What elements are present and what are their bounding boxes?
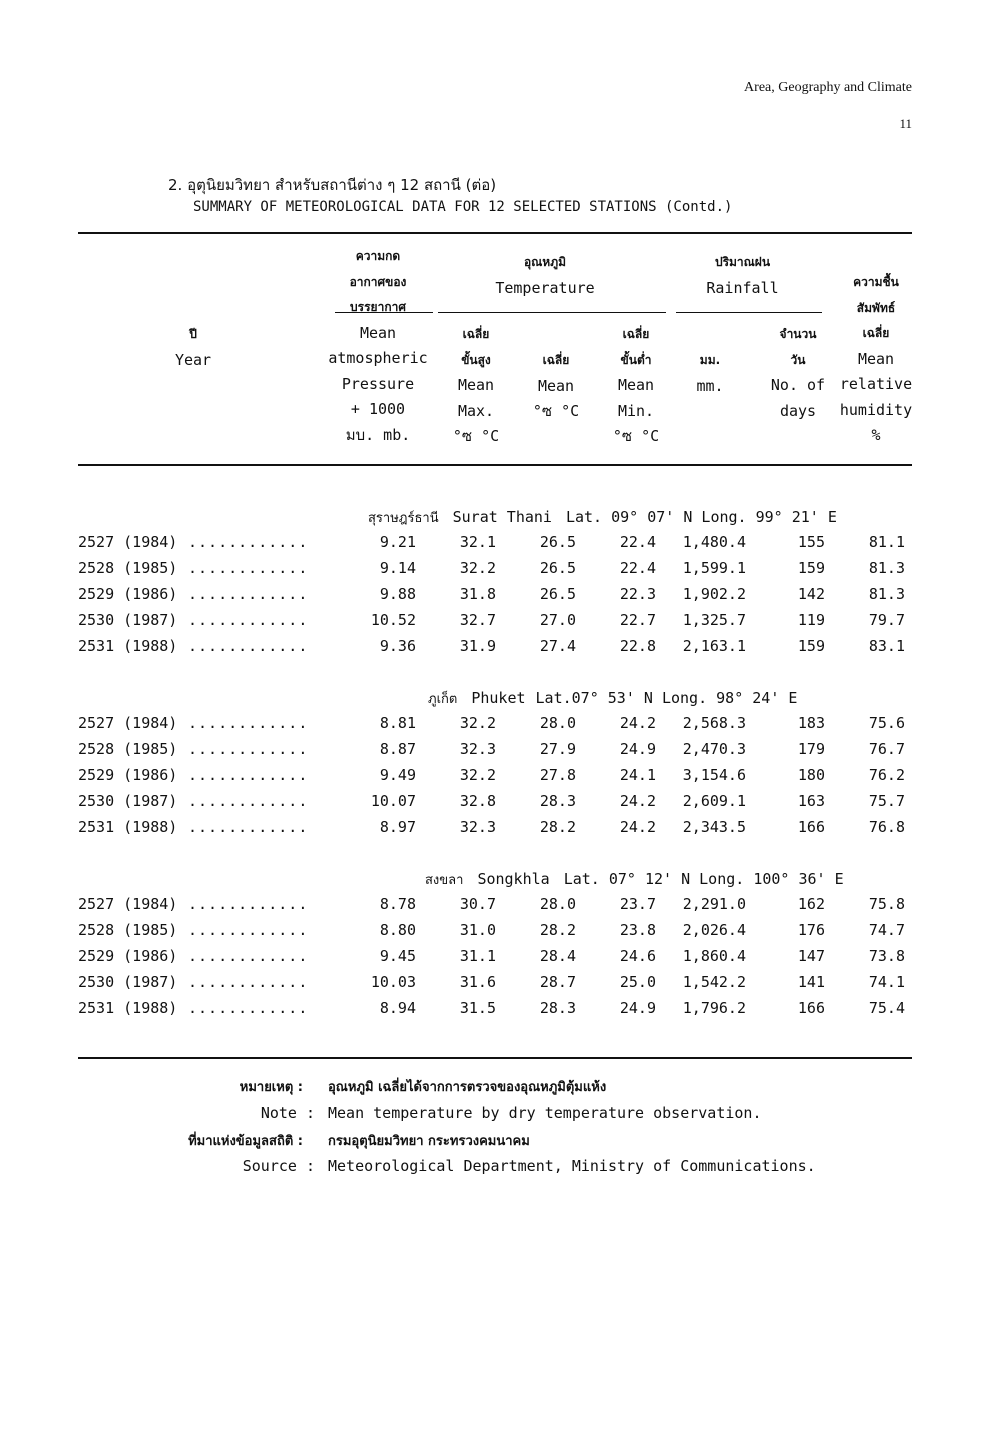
station-name-thai: สุราษฎร์ธานี [368, 511, 439, 526]
mean-max-cell: 32.3 [459, 740, 496, 758]
mean-temp-cell: 27.0 [539, 611, 576, 629]
table-row [0, 818, 990, 844]
rainfall-cell: 1,599.1 [682, 559, 746, 577]
rain-days-header: จำนวน วัน No. of days [770, 327, 826, 420]
mean-min-cell: 22.8 [619, 637, 656, 655]
table-row [0, 766, 990, 792]
pressure-cell: 8.97 [379, 818, 416, 836]
rain-days-cell: 155 [797, 533, 825, 551]
mean-max-cell: 30.7 [459, 895, 496, 913]
rain-days-cell: 166 [797, 818, 825, 836]
humidity-cell: 76.7 [868, 740, 905, 758]
top-rule [78, 232, 912, 234]
table-row [0, 740, 990, 766]
humidity-cell: 75.6 [868, 714, 905, 732]
rainfall-cell: 3,154.6 [682, 766, 746, 784]
year-cell: 2529 (1986) [78, 947, 178, 965]
rainfall-cell: 1,796.2 [682, 999, 746, 1017]
note-label: Note : [260, 1104, 315, 1122]
rain-days-cell: 119 [797, 611, 825, 629]
mean-max-cell: 32.3 [459, 818, 496, 836]
rainfall-header: ปริมาณฝน Rainfall [706, 255, 779, 297]
year-cell: 2527 (1984) [78, 895, 178, 913]
mean-min-cell: 23.7 [619, 895, 656, 913]
station-name-thai: ภูเก็ต [428, 692, 458, 707]
humidity-cell: 76.8 [868, 818, 905, 836]
humidity-cell: 83.1 [868, 637, 905, 655]
table-row [0, 611, 990, 637]
leader-dots: ............ [188, 999, 309, 1017]
mean-max-cell: 31.1 [459, 947, 496, 965]
year-cell: 2527 (1984) [78, 533, 178, 551]
mean-max-cell: 32.8 [459, 792, 496, 810]
leader-dots: ............ [188, 973, 309, 991]
pressure-cell: 9.36 [379, 637, 416, 655]
bottom-rule [78, 1057, 912, 1059]
mean-max-cell: 31.6 [459, 973, 496, 991]
year-cell: 2530 (1987) [78, 973, 178, 991]
table-row [0, 533, 990, 559]
year-cell: 2529 (1986) [78, 766, 178, 784]
rain-days-cell: 141 [797, 973, 825, 991]
station-heading [368, 507, 837, 528]
mean-temp-cell: 28.2 [539, 818, 576, 836]
mean-temp-cell: 28.7 [539, 973, 576, 991]
note-thai: อุณหภูมิ เฉลี่ยได้จากการตรวจของอุณหภูมิตุ้มแห้ง [328, 1080, 607, 1095]
leader-dots: ............ [188, 818, 309, 836]
humidity-cell: 81.3 [868, 585, 905, 603]
year-cell: 2530 (1987) [78, 792, 178, 810]
station-heading [428, 688, 797, 709]
mean-temp-cell: 28.3 [539, 999, 576, 1017]
humidity-cell: 81.1 [868, 533, 905, 551]
source-thai-label: ที่มาแห่งข้อมูลสถิติ : [188, 1134, 303, 1149]
pressure-cell: 9.49 [379, 766, 416, 784]
mean-max-cell: 31.8 [459, 585, 496, 603]
rainfall-divider [676, 312, 822, 313]
mean-min-cell: 24.2 [619, 714, 656, 732]
rain-days-cell: 176 [797, 921, 825, 939]
year-cell: 2531 (1988) [78, 637, 178, 655]
mean-min-cell: 24.9 [619, 740, 656, 758]
rain-days-cell: 159 [797, 559, 825, 577]
pressure-cell: 10.03 [370, 973, 416, 991]
table-row [0, 973, 990, 999]
table-row [0, 947, 990, 973]
mean-temp-cell: 28.0 [539, 895, 576, 913]
leader-dots: ............ [188, 766, 309, 784]
pressure-cell: 10.52 [370, 611, 416, 629]
leader-dots: ............ [188, 559, 309, 577]
running-title: Area, Geography and Climate [744, 80, 912, 95]
mean-temp-cell: 27.8 [539, 766, 576, 784]
year-cell: 2531 (1988) [78, 999, 178, 1017]
leader-dots: ............ [188, 947, 309, 965]
mean-min-header: เฉลี่ย ขั้นต่ำ Mean Min. °ซ °C [612, 327, 660, 445]
humidity-cell: 79.7 [868, 611, 905, 629]
year-cell: 2528 (1985) [78, 740, 178, 758]
rainfall-cell: 2,026.4 [682, 921, 746, 939]
table-title-thai: 2. อุตุนิยมวิทยา สำหรับสถานีต่าง ๆ 12 สถานี (ต่อ) [168, 176, 497, 194]
humidity-cell: 75.8 [868, 895, 905, 913]
leader-dots: ............ [188, 714, 309, 732]
humidity-cell: 75.4 [868, 999, 905, 1017]
rainfall-cell: 1,542.2 [682, 973, 746, 991]
rainfall-cell: 1,480.4 [682, 533, 746, 551]
mean-max-cell: 32.2 [459, 559, 496, 577]
note-text: Mean temperature by dry temperature observation. [328, 1104, 762, 1122]
humidity-cell: 81.3 [868, 559, 905, 577]
pressure-cell: 8.78 [379, 895, 416, 913]
table-row [0, 999, 990, 1025]
rain-days-cell: 180 [797, 766, 825, 784]
mean-min-cell: 24.1 [619, 766, 656, 784]
humidity-cell: 74.1 [868, 973, 905, 991]
table-title-english: SUMMARY OF METEOROLOGICAL DATA FOR 12 SELECTED STATIONS (Contd.) [193, 199, 733, 215]
rainfall-cell: 1,325.7 [682, 611, 746, 629]
rainfall-cell: 2,609.1 [682, 792, 746, 810]
table-row [0, 921, 990, 947]
mean-max-cell: 31.9 [459, 637, 496, 655]
table-row [0, 585, 990, 611]
station-coordinates: Lat.07° 53' N Long. 98° 24' E [535, 689, 798, 707]
mean-max-cell: 32.7 [459, 611, 496, 629]
rain-days-cell: 166 [797, 999, 825, 1017]
mean-temp-cell: 26.5 [539, 559, 576, 577]
source-label: Source : [242, 1157, 315, 1175]
leader-dots: ............ [188, 792, 309, 810]
station-name-english: Songkhla [477, 870, 550, 888]
station-name-english: Surat Thani [452, 508, 552, 526]
leader-dots: ............ [188, 740, 309, 758]
station-name-english: Phuket [471, 689, 526, 707]
rainfall-cell: 2,470.3 [682, 740, 746, 758]
year-cell: 2529 (1986) [78, 585, 178, 603]
mean-temp-cell: 28.0 [539, 714, 576, 732]
station-heading [425, 869, 844, 890]
year-cell: 2531 (1988) [78, 818, 178, 836]
mean-max-cell: 31.5 [459, 999, 496, 1017]
leader-dots: ............ [188, 895, 309, 913]
leader-dots: ............ [188, 637, 309, 655]
table-row [0, 637, 990, 663]
leader-dots: ............ [188, 611, 309, 629]
mean-min-cell: 22.4 [619, 533, 656, 551]
mean-max-cell: 32.2 [459, 766, 496, 784]
rainfall-mm-header: มม. mm. [696, 353, 724, 395]
year-cell: 2528 (1985) [78, 921, 178, 939]
pressure-cell: 10.07 [370, 792, 416, 810]
mean-temp-cell: 28.2 [539, 921, 576, 939]
station-coordinates: Lat. 09° 07' N Long. 99° 21' E [565, 508, 837, 526]
mean-min-cell: 22.4 [619, 559, 656, 577]
mean-temp-header: เฉลี่ย Mean °ซ °C [532, 353, 580, 420]
leader-dots: ............ [188, 585, 309, 603]
mean-min-cell: 22.7 [619, 611, 656, 629]
year-cell: 2530 (1987) [78, 611, 178, 629]
mean-min-cell: 22.3 [619, 585, 656, 603]
pressure-cell: 8.81 [379, 714, 416, 732]
table-row [0, 792, 990, 818]
mean-min-cell: 24.9 [619, 999, 656, 1017]
rain-days-cell: 163 [797, 792, 825, 810]
rainfall-cell: 2,291.0 [682, 895, 746, 913]
temperature-header: อุณหภูมิ Temperature [495, 255, 595, 297]
rainfall-cell: 1,860.4 [682, 947, 746, 965]
note-thai-label: หมายเหตุ : [239, 1080, 303, 1095]
mean-temp-cell: 27.9 [539, 740, 576, 758]
temperature-divider [438, 312, 666, 313]
rain-days-cell: 147 [797, 947, 825, 965]
mean-temp-cell: 27.4 [539, 637, 576, 655]
mean-min-cell: 24.6 [619, 947, 656, 965]
year-cell: 2528 (1985) [78, 559, 178, 577]
leader-dots: ............ [188, 533, 309, 551]
mean-min-cell: 25.0 [619, 973, 656, 991]
mean-min-cell: 24.2 [619, 792, 656, 810]
rain-days-cell: 179 [797, 740, 825, 758]
mean-min-cell: 24.2 [619, 818, 656, 836]
leader-dots: ............ [188, 921, 309, 939]
rainfall-cell: 2,568.3 [682, 714, 746, 732]
rainfall-cell: 2,343.5 [682, 818, 746, 836]
rain-days-cell: 142 [797, 585, 825, 603]
mean-max-cell: 32.1 [459, 533, 496, 551]
rainfall-cell: 2,163.1 [682, 637, 746, 655]
mean-max-cell: 31.0 [459, 921, 496, 939]
mean-temp-cell: 28.4 [539, 947, 576, 965]
mean-max-header: เฉลี่ย ขั้นสูง Mean Max. °ซ °C [452, 327, 500, 445]
pressure-cell: 8.80 [379, 921, 416, 939]
mean-temp-cell: 26.5 [539, 585, 576, 603]
mean-max-cell: 32.2 [459, 714, 496, 732]
rain-days-cell: 183 [797, 714, 825, 732]
source-thai: กรมอุตุนิยมวิทยา กระทรวงคมนาคม [328, 1134, 530, 1149]
table-row [0, 559, 990, 585]
pressure-cell: 9.14 [379, 559, 416, 577]
mean-temp-cell: 28.3 [539, 792, 576, 810]
year-header: ปี Year [174, 327, 212, 369]
pressure-cell: 9.21 [379, 533, 416, 551]
rain-days-cell: 162 [797, 895, 825, 913]
year-cell: 2527 (1984) [78, 714, 178, 732]
humidity-cell: 75.7 [868, 792, 905, 810]
humidity-cell: 74.7 [868, 921, 905, 939]
rain-days-cell: 159 [797, 637, 825, 655]
header-bottom-rule [78, 464, 912, 466]
table-row [0, 714, 990, 740]
mean-min-cell: 23.8 [619, 921, 656, 939]
pressure-cell: 8.87 [379, 740, 416, 758]
humidity-cell: 76.2 [868, 766, 905, 784]
pressure-cell: 9.45 [379, 947, 416, 965]
rainfall-cell: 1,902.2 [682, 585, 746, 603]
humidity-cell: 73.8 [868, 947, 905, 965]
pressure-cell: 9.88 [379, 585, 416, 603]
humidity-header: ความชื้น สัมพัทธ์ เฉลี่ย Mean relative humidity % [839, 275, 913, 444]
mean-temp-cell: 26.5 [539, 533, 576, 551]
page-number: 11 [899, 116, 912, 131]
station-name-thai: สงขลา [425, 873, 464, 888]
table-row [0, 895, 990, 921]
source-text: Meteorological Department, Ministry of Communications. [328, 1157, 816, 1175]
pressure-cell: 8.94 [379, 999, 416, 1017]
station-coordinates: Lat. 07° 12' N Long. 100° 36' E [563, 870, 844, 888]
pressure-header: ความกด อากาศของ บรรยากาศ Mean atmospheric Pressure + 1000 มบ. mb. [328, 249, 428, 444]
